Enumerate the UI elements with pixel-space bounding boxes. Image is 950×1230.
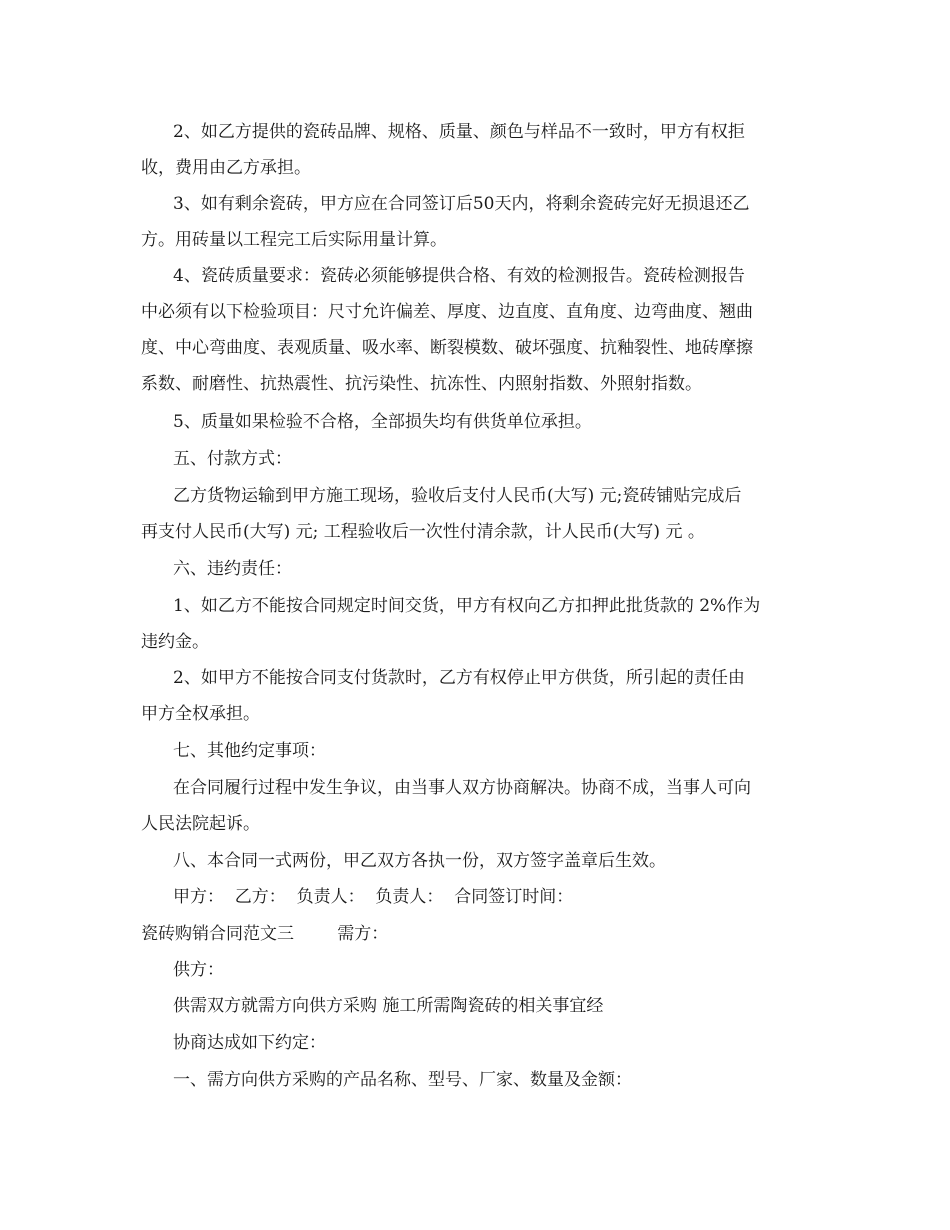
text-line: 再支付人民币(大写) 元; 工程验收后一次性付清余款，计人民币(大写) 元 。 (141, 522, 705, 542)
text-line: 中必须有以下检验项目：尺寸允许偏差、厚度、边直度、直角度、边弯曲度、翘曲 (141, 302, 753, 322)
text-line: 5、质量如果检验不合格，全部损失均有供货单位承担。 (173, 412, 592, 432)
text-line: 方。用砖量以工程完工后实际用量计算。 (141, 230, 447, 250)
text-line: 收，费用由乙方承担。 (141, 158, 311, 178)
text-line: 违约金。 (141, 632, 209, 652)
text-line: 甲方全权承担。 (141, 704, 260, 724)
text-line: 3、如有剩余瓷砖，甲方应在合同签订后50天内，将剩余瓷砖完好无损退还乙 (173, 194, 750, 214)
text-line: 供需双方就需方向供方采购 施工所需陶瓷砖的相关事宜经 (173, 996, 604, 1016)
text-line: 系数、耐磨性、抗热震性、抗污染性、抗冻性、内照射指数、外照射指数。 (141, 374, 702, 394)
text-line: 八、本合同一式两份，甲乙双方各执一份，双方签字盖章后生效。 (173, 851, 666, 871)
text-line: 1、如乙方不能按合同规定时间交货，甲方有权向乙方扣押此批货款的 2%作为 (173, 596, 761, 616)
text-line: 乙方货物运输到甲方施工现场，验收后支付人民币(大写) 元;瓷砖铺贴完成后 (173, 486, 742, 506)
text-line: 供方： (173, 960, 224, 980)
text-line: 2、如乙方提供的瓷砖品牌、规格、质量、颜色与样品不一致时，甲方有权拒 (173, 122, 745, 142)
contract-title-line: 瓷砖购销合同范文三 需方： (141, 924, 389, 944)
signature-line: 甲方： 乙方： 负责人： 负责人： 合同签订时间： (173, 887, 574, 907)
section-heading: 七、其他约定事项： (173, 741, 326, 761)
section-heading: 五、付款方式： (173, 449, 292, 469)
section-heading: 六、违约责任： (173, 559, 292, 579)
text-line: 人民法院起诉。 (141, 814, 260, 834)
section-heading: 一、需方向供方采购的产品名称、型号、厂家、数量及金额： (173, 1070, 632, 1090)
text-line: 协商达成如下约定： (173, 1033, 326, 1053)
text-line: 度、中心弯曲度、表观质量、吸水率、断裂模数、破坏强度、抗釉裂性、地砖摩擦 (141, 338, 753, 358)
text-line: 4、瓷砖质量要求：瓷砖必须能够提供合格、有效的检测报告。瓷砖检测报告 (173, 266, 745, 286)
text-line: 2、如甲方不能按合同支付货款时，乙方有权停止甲方供货，所引起的责任由 (173, 668, 745, 688)
text-line: 在合同履行过程中发生争议，由当事人双方协商解决。协商不成，当事人可向 (173, 778, 751, 798)
